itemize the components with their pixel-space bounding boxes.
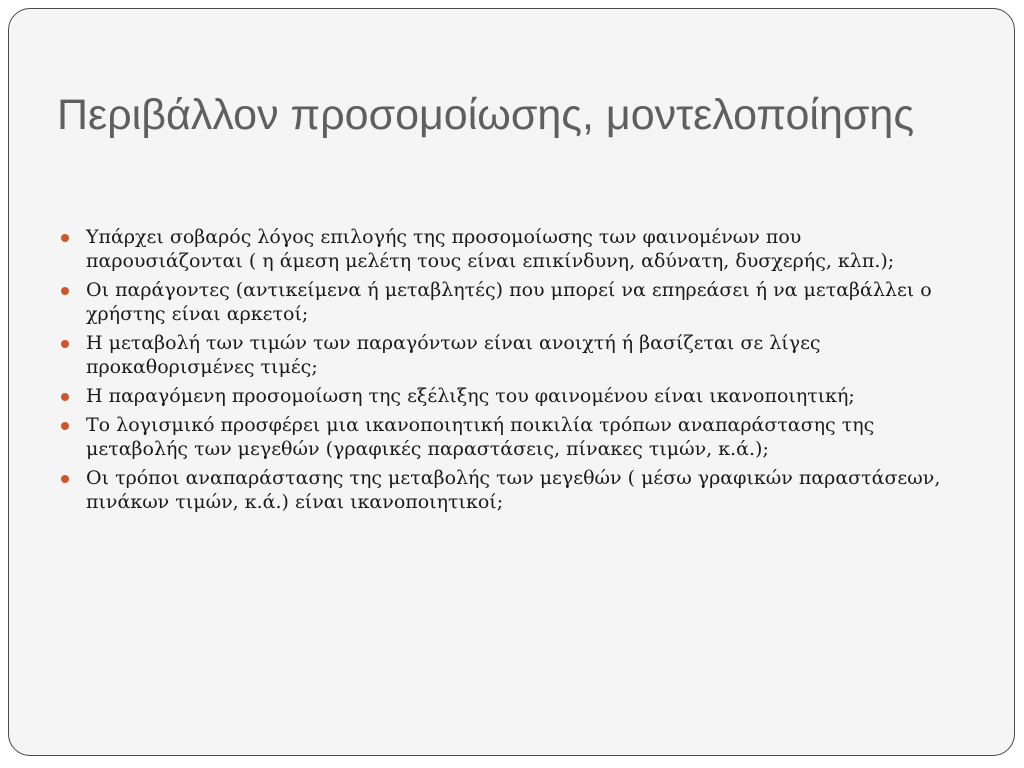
bullet-dot-icon xyxy=(61,234,69,242)
bullet-list xyxy=(61,225,961,519)
bullet-dot-icon xyxy=(61,340,69,348)
bullet-item-6 xyxy=(61,466,961,514)
bullet-text: Υπάρχει σοβαρός λόγος επιλογής της προσομοίωσης των φαινομένων που παρουσιάζονται ( η άμεση μελέτη τους είναι επικίνδυνη, αδύνατη, δυσχερής, κλπ.); xyxy=(86,226,895,272)
bullet-text: Οι παράγοντες (αντικείμενα ή μεταβλητές) που μπορεί να επηρεάσει ή να μεταβάλλει ο χρήστης είναι αρκετοί; xyxy=(86,279,932,325)
bullet-item-5 xyxy=(61,413,961,461)
bullet-text: Οι τρόποι αναπαράστασης της μεταβολής των μεγεθών ( μέσω γραφικών παραστάσεων, πινάκων τιμών, κ.ά.) είναι ικανοποιητικοί; xyxy=(86,467,941,513)
bullet-item-4 xyxy=(61,384,961,408)
bullet-text: Η μεταβολή των τιμών των παραγόντων είναι ανοιχτή ή βασίζεται σε λίγες προκαθορισμένες τιμές; xyxy=(86,332,821,378)
bullet-dot-icon xyxy=(61,393,69,401)
slide-title: Περιβάλλον προσομοίωσης, μοντελοποίησης xyxy=(57,91,915,139)
bullet-text: Το λογισμικό προσφέρει μια ικανοποιητική ποικιλία τρόπων αναπαράστασης της μεταβολής των μεγεθών (γραφικές παραστάσεις, πίνακες τιμών, κ.ά.); xyxy=(86,414,875,460)
bullet-item-3 xyxy=(61,331,961,379)
bullet-dot-icon xyxy=(61,422,69,430)
bullet-dot-icon xyxy=(61,475,69,483)
bullet-text: Η παραγόμενη προσομοίωση της εξέλιξης του φαινομένου είναι ικανοποιητική; xyxy=(86,385,855,407)
bullet-item-1 xyxy=(61,225,961,273)
bullet-dot-icon xyxy=(61,287,69,295)
slide-frame xyxy=(8,8,1015,756)
bullet-item-2 xyxy=(61,278,961,326)
